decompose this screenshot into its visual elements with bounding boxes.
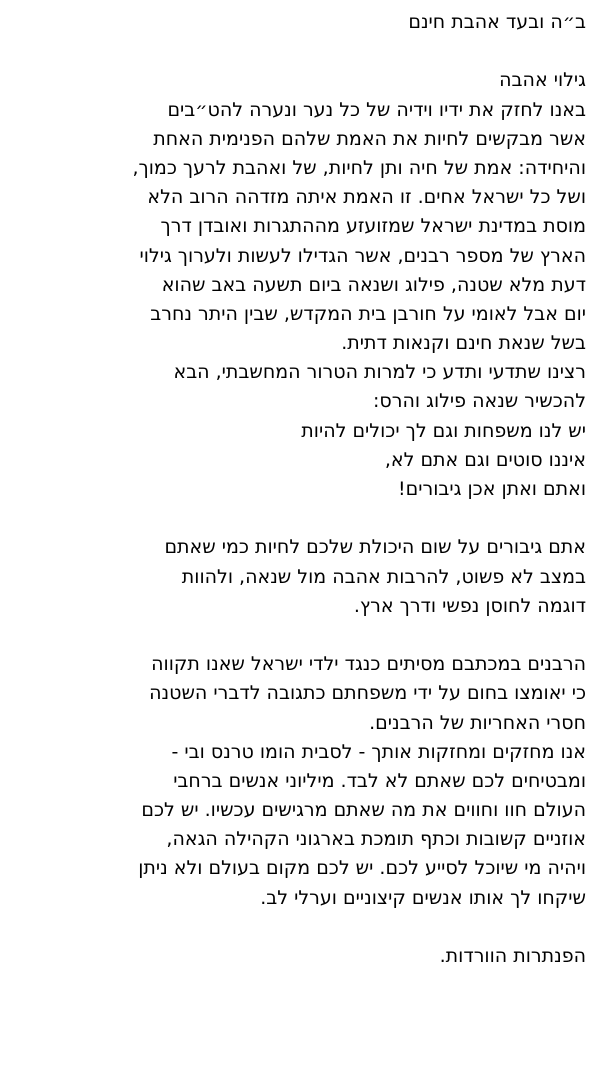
paragraph-1 bbox=[14, 96, 586, 505]
text-line: מוסת במדינת ישראל שמזועזע מההתגרות ואובדן דרך bbox=[160, 215, 586, 238]
spacer bbox=[14, 913, 586, 942]
text-line: אנו מחזקים ומחזקות אותך - לסבית הומו טרנס ובי - bbox=[171, 740, 586, 763]
spacer bbox=[14, 504, 586, 533]
paragraph-3 bbox=[14, 650, 586, 913]
text-line: כי יאומצו בחום על ידי משפחתם כתגובה לדברי השטנה bbox=[149, 682, 586, 705]
text-line: ויהיה מי שיוכל לסייע לכם. יש לכם מקום בעולם ולא ניתן bbox=[138, 857, 586, 880]
spacer bbox=[14, 621, 586, 650]
text-line: אוזניים קשובות וכתף תומכת בארגוני הקהילה הגאה, bbox=[166, 828, 586, 851]
text-line: איננו סוטים וגם אתם לא, bbox=[384, 448, 586, 471]
text-line: ושל כל ישראל אחים. זו האמת איתה מזדהה הרוב הלא bbox=[147, 186, 586, 209]
text-line: העולם חוו וחווים את מה שאתם מרגישים עכשיו. יש לכם bbox=[141, 799, 586, 822]
text-line: הרבנים במכתבם מסיתים כנגד ילדי ישראל שאנו תקווה bbox=[151, 653, 586, 676]
text-line: אתם גיבורים על שום היכולת שלכם לחיות כמי שאתם bbox=[164, 536, 586, 559]
letter-title: גילוי אהבה bbox=[499, 69, 586, 92]
text-line: והיחידה: אמת של חיה ותן לחיות, של ואהבת לרעך כמוך, bbox=[132, 156, 586, 179]
letter-header: ב״ה ובעד אהבת חינם bbox=[408, 11, 586, 33]
text-line: דעת מלא שטנה, פילוג ושנאה ביום תשעה באב שהוא bbox=[161, 273, 586, 296]
signature: הפנתרות הוורדות. bbox=[439, 945, 586, 967]
text-line: במצב לא פשוט, להרבות אהבה מול שנאה, ולהוות bbox=[181, 565, 586, 588]
spacer bbox=[14, 37, 586, 66]
text-line: בשל שנאת חינם וקנאות דתית. bbox=[341, 332, 586, 355]
text-line: הארץ של מספר רבנים, אשר הגדילו לעשות ולערוך גילוי bbox=[139, 244, 586, 267]
paragraph-2 bbox=[14, 533, 586, 621]
text-line: שיקחו לך אותו אנשים קיצוניים וערלי לב. bbox=[260, 886, 586, 909]
text-line: להכשיר שנאה פילוג והרס: bbox=[373, 390, 586, 413]
text-line: ומבטיחים לכם שאתם לא לבד. מיליוני אנשים ברחבי bbox=[173, 769, 586, 792]
text-line: דוגמה לחוסן נפשי ודרך ארץ. bbox=[353, 594, 586, 617]
text-line: רצינו שתדעי ותדע כי למרות הטרור המחשבתי, הבא bbox=[173, 361, 586, 384]
text-line: יש לנו משפחות וגם לך יכולים להיות bbox=[301, 419, 586, 442]
text-line: אשר מבקשים לחיות את האמת שלהם הפנימית האחת bbox=[153, 127, 586, 150]
text-line: ואתם ואתן אכן גיבורים! bbox=[398, 478, 586, 500]
text-line: יום אבל לאומי על חורבן בית המקדש, שבין היתר נחרב bbox=[150, 302, 586, 325]
text-line: חסרי האחריות של הרבנים. bbox=[369, 711, 586, 734]
text-line: באנו לחזק את ידיו וידיה של כל נער ונערה להט״בים bbox=[167, 98, 586, 121]
